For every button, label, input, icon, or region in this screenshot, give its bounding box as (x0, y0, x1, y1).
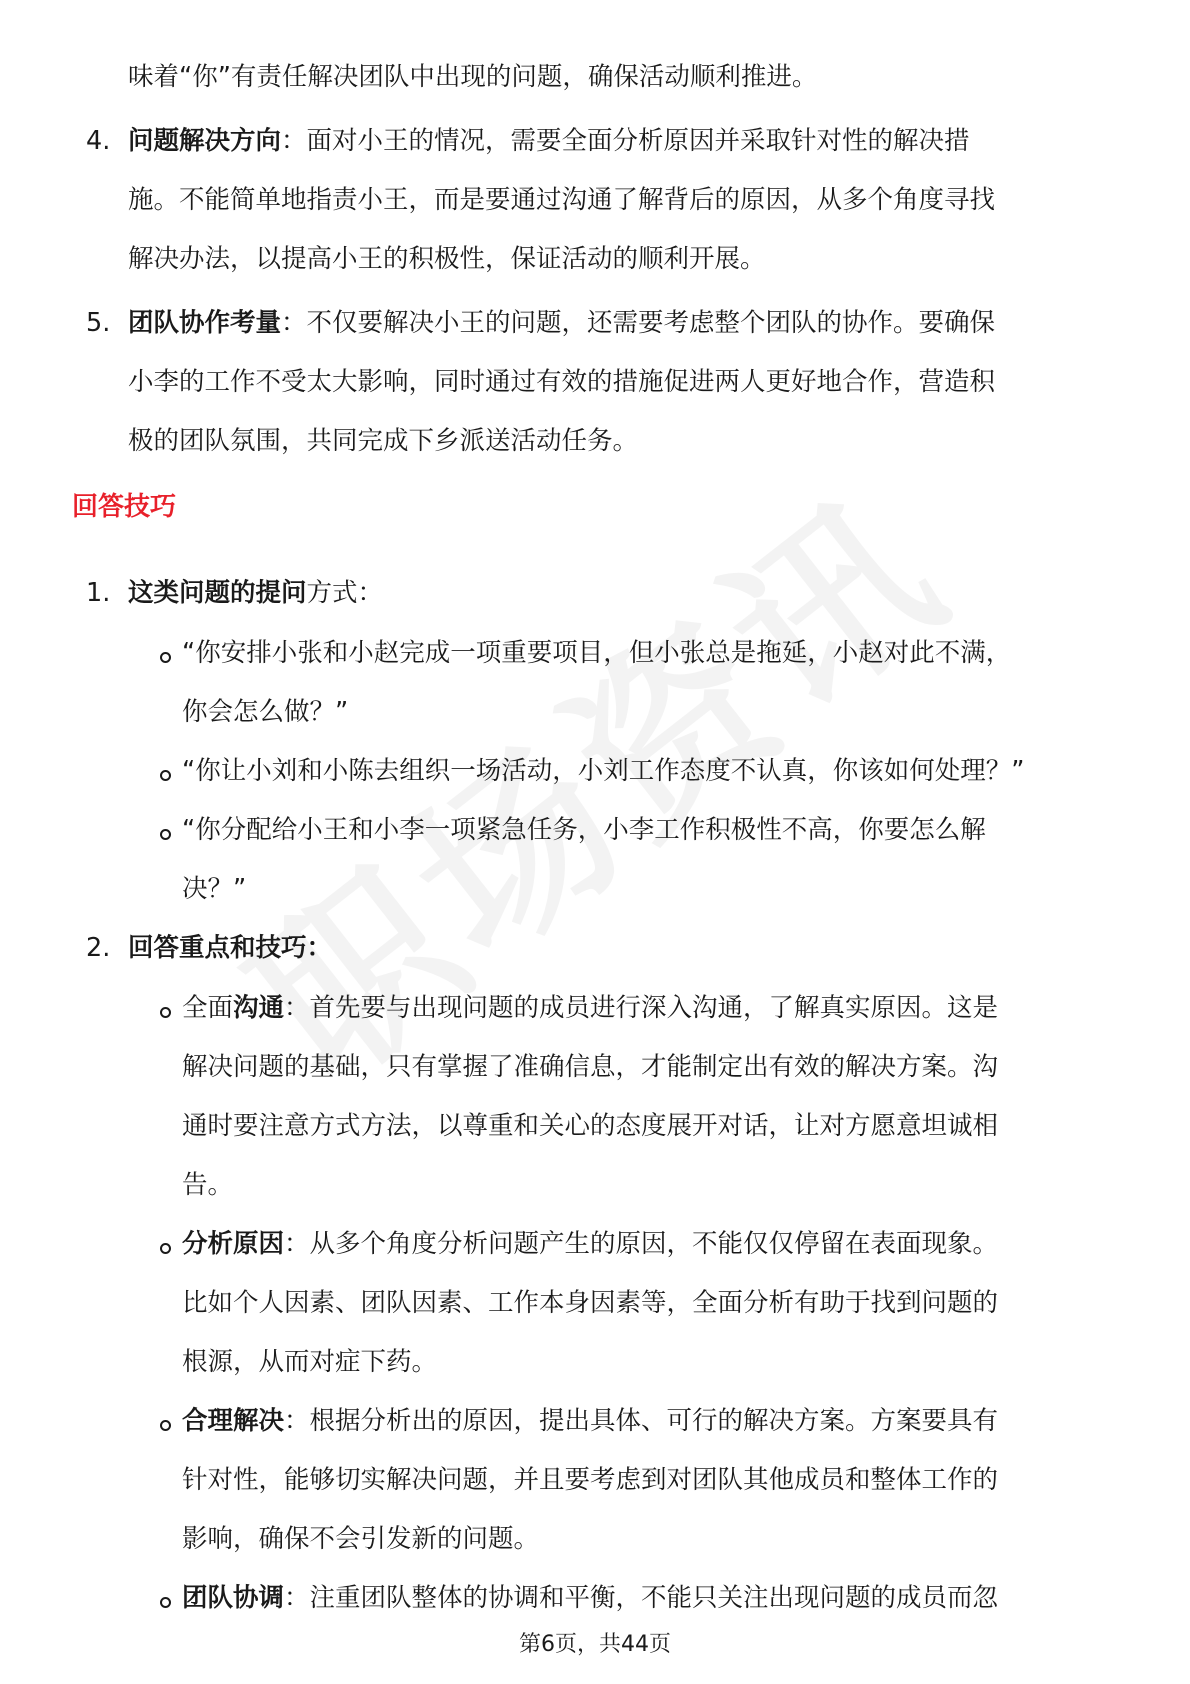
s2-p3-line3: 影响，确保不会引发新的问题。 (182, 1524, 540, 1554)
intro-tail-line: 味着“你”有责任解决团队中出现的问题，确保活动顺利推进。 (128, 62, 818, 92)
s1-q2-line1: “你让小刘和小陈去组织一场活动，小刘工作态度不认真，你该如何处理？” (182, 756, 1025, 786)
bullet-icon (160, 1597, 171, 1608)
s2-p1-bold-a: 全面 (182, 993, 234, 1023)
item5-text1: ：不仅要解决小王的问题，还需要考虑整个团队的协作。要确保 (281, 308, 996, 338)
bullet-icon (160, 652, 171, 663)
s2-p1-line2: 解决问题的基础，只有掌握了准确信息，才能制定出有效的解决方案。沟 (182, 1052, 999, 1082)
item4-line1 (128, 126, 970, 156)
s2-p1-text1: ：首先要与出现问题的成员进行深入沟通，了解真实原因。这是 (284, 993, 999, 1023)
item5-line3: 极的团队氛围，共同完成下乡派送活动任务。 (128, 426, 639, 456)
bullet-icon (160, 829, 171, 840)
s1-number: 1. (86, 578, 111, 608)
s2-p1-line4: 告。 (182, 1170, 234, 1200)
s1-q3-line1: “你分配给小王和小李一项紧急任务，小李工作积极性不高，你要怎么解 (182, 815, 986, 845)
s2-p4-line1 (182, 1583, 998, 1613)
s1-q3-line2: 决？” (182, 874, 247, 904)
s1-heading-line (128, 578, 383, 608)
s2-heading: 回答重点和技巧： (128, 933, 333, 963)
s2-p3-line1 (182, 1406, 998, 1436)
s1-heading-bold: 这类问题的提问 (128, 578, 307, 608)
bullet-icon (160, 1420, 171, 1431)
item5-heading: 团队协作考量 (128, 308, 282, 338)
page-footer: 第6页，共44页 (519, 1632, 671, 1657)
item4-line3: 解决办法，以提高小王的积极性，保证活动的顺利开展。 (128, 244, 766, 274)
s2-p2-line2: 比如个人因素、团队因素、工作本身因素等，全面分析有助于找到问题的 (182, 1288, 999, 1318)
s1-q1-line1: “你安排小张和小赵完成一项重要项目，但小张总是拖延，小赵对此不满， (182, 638, 1012, 668)
s2-p2-line3: 根源，从而对症下药。 (182, 1347, 438, 1377)
item5-number: 5. (86, 308, 111, 338)
s2-number: 2. (86, 933, 111, 963)
item4-line2: 施。不能简单地指责小王，而是要通过沟通了解背后的原因，从多个角度寻找 (128, 185, 996, 215)
section-title: 回答技巧 (72, 492, 177, 522)
s2-p3-line2: 针对性，能够切实解决问题，并且要考虑到对团队其他成员和整体工作的 (182, 1465, 999, 1495)
s2-p3-text1: ：根据分析出的原因，提出具体、可行的解决方案。方案要具有 (284, 1406, 999, 1436)
s2-p1-bold-b: 沟通 (233, 993, 285, 1023)
s1-q1-line2: 你会怎么做？” (182, 697, 349, 727)
s2-p1-line1 (182, 993, 998, 1023)
s2-p4-bold: 团队协调 (182, 1583, 285, 1613)
item4-text1: ：面对小王的情况，需要全面分析原因并采取针对性的解决措 (281, 126, 970, 156)
bullet-icon (160, 770, 171, 781)
bullet-icon (160, 1007, 171, 1018)
s2-p3-bold: 合理解决 (182, 1406, 285, 1436)
bullet-icon (160, 1243, 171, 1254)
s2-p4-text1: ：注重团队整体的协调和平衡，不能只关注出现问题的成员而忽 (284, 1583, 999, 1613)
item4-number: 4. (86, 126, 111, 156)
s1-heading-rest: 方式： (306, 578, 384, 608)
item5-line2: 小李的工作不受太大影响，同时通过有效的措施促进两人更好地合作，营造积 (128, 367, 996, 397)
s2-p2-line1 (182, 1229, 998, 1259)
item5-line1 (128, 308, 995, 338)
s2-p2-text1: ：从多个角度分析问题产生的原因，不能仅仅停留在表面现象。 (284, 1229, 999, 1259)
s2-p2-bold: 分析原因 (182, 1229, 285, 1259)
s2-p1-line3: 通时要注意方式方法，以尊重和关心的态度展开对话，让对方愿意坦诚相 (182, 1111, 999, 1141)
item4-heading: 问题解决方向 (128, 126, 282, 156)
